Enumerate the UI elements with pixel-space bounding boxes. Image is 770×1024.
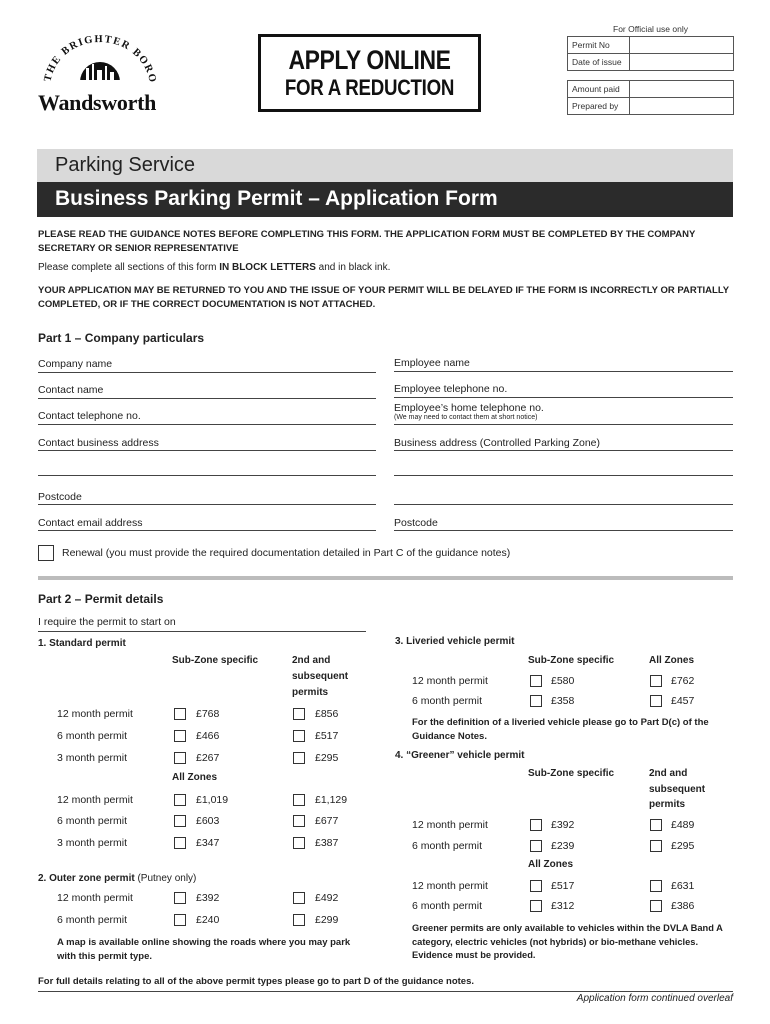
company-name-label: Company name bbox=[38, 358, 113, 370]
outer-6-a-checkbox[interactable] bbox=[174, 914, 186, 926]
official-use-caption: For Official use only bbox=[613, 24, 688, 34]
standard-sub-row-label: 12 month permit bbox=[57, 708, 133, 720]
liveried-12-b-checkbox[interactable] bbox=[650, 675, 662, 687]
greener-2nd-header-l3: permits bbox=[649, 799, 686, 810]
employee-home-telephone-field[interactable] bbox=[565, 409, 733, 423]
greener-note: Greener permits are only available to vehicles within the DVLA Band A category, electric vehicles (not hybrids) or bio-methane vehicles. Evidence must be provided. bbox=[412, 923, 723, 960]
permit-no-field[interactable] bbox=[631, 38, 733, 52]
liveried-row-label: 6 month permit bbox=[412, 695, 483, 707]
standard-sub-6-b-price: £517 bbox=[315, 730, 339, 742]
standard-all-6-a-checkbox[interactable] bbox=[174, 815, 186, 827]
greener-all-6-b-checkbox[interactable] bbox=[650, 900, 662, 912]
company-name-field[interactable] bbox=[120, 357, 376, 371]
outer-6-a-price: £240 bbox=[196, 914, 220, 926]
standard-sub-3-b-price: £295 bbox=[315, 752, 339, 764]
continued-overleaf: Application form continued overleaf bbox=[576, 993, 733, 1004]
service-banner bbox=[37, 149, 733, 182]
employee-name-label: Employee name bbox=[394, 357, 470, 369]
amount-paid-field[interactable] bbox=[631, 82, 733, 96]
logo-name: Wandsworth bbox=[38, 90, 157, 115]
greener-all-row-label: 6 month permit bbox=[412, 900, 483, 912]
standard-sub-6-a-price: £466 bbox=[196, 730, 220, 742]
employee-telephone-field[interactable] bbox=[522, 382, 733, 396]
employee-name-field[interactable] bbox=[480, 356, 733, 370]
standard-sub-12-b-price: £856 bbox=[315, 708, 339, 720]
section-divider bbox=[38, 576, 733, 580]
apply-online-line2: FOR A REDUCTION bbox=[284, 75, 455, 100]
standard-sub-6-a-checkbox[interactable] bbox=[174, 730, 186, 742]
outer-zone-title-rest: (Putney only) bbox=[134, 873, 197, 884]
greener-all-12-a-price: £517 bbox=[551, 880, 575, 892]
standard-all-3-b-price: £387 bbox=[315, 837, 339, 849]
standard-sub-12-b-checkbox[interactable] bbox=[293, 708, 305, 720]
greener-2nd-header-l2: subsequent bbox=[649, 784, 706, 795]
official-box-bottom bbox=[567, 80, 734, 115]
postcode-right-field[interactable] bbox=[446, 516, 733, 530]
liveried-allzones-header: All Zones bbox=[649, 655, 695, 666]
greener-all-6-a-price: £312 bbox=[551, 900, 575, 912]
service-title: Parking Service bbox=[55, 154, 196, 176]
standard-all-6-a-price: £603 bbox=[196, 815, 220, 827]
standard-all-row-label: 6 month permit bbox=[57, 815, 128, 827]
greener-all-row-label: 12 month permit bbox=[412, 880, 488, 892]
greener-sub-6-a-price: £239 bbox=[551, 840, 575, 852]
form-title-banner bbox=[37, 182, 733, 217]
map-note: A map is available online showing the roads where you may park with this permit type. bbox=[57, 937, 351, 962]
standard-sub-3-a-price: £267 bbox=[196, 752, 220, 764]
block-letters-post: and in black ink. bbox=[315, 262, 391, 273]
postcode-left-field[interactable] bbox=[90, 490, 376, 504]
employee-telephone-label: Employee telephone no. bbox=[394, 383, 508, 395]
block-letters-bold: IN BLOCK LETTERS bbox=[219, 262, 316, 273]
apply-online-box[interactable] bbox=[258, 34, 481, 112]
greener-title: 4. “Greener” vehicle permit bbox=[395, 750, 525, 761]
greener-sub-12-b-price: £489 bbox=[671, 819, 695, 831]
outer-6-b-price: £299 bbox=[315, 914, 339, 926]
employee-home-telephone-label: Employee’s home telephone no. bbox=[394, 402, 544, 414]
renewal-checkbox[interactable] bbox=[38, 545, 54, 561]
standard-sub-3-a-checkbox[interactable] bbox=[174, 752, 186, 764]
liveried-12-b-price: £762 bbox=[671, 675, 695, 687]
standard-all-6-b-checkbox[interactable] bbox=[293, 815, 305, 827]
prepared-by-field[interactable] bbox=[631, 99, 733, 113]
standard-sub-6-b-checkbox[interactable] bbox=[293, 730, 305, 742]
standard-sub-12-a-price: £768 bbox=[196, 708, 220, 720]
standard-all-3-b-checkbox[interactable] bbox=[293, 837, 305, 849]
greener-sub-12-b-checkbox[interactable] bbox=[650, 819, 662, 831]
standard-2nd-header-l2: subsequent bbox=[292, 671, 349, 682]
business-address-label: Business address (Controlled Parking Zone) bbox=[394, 437, 601, 449]
standard-all-12-a-price: £1,019 bbox=[196, 794, 229, 806]
delay-warning: YOUR APPLICATION MAY BE RETURNED TO YOU AND THE ISSUE OF YOUR PERMIT WILL BE DELAYED IF THE FORM IS INCORRECTLY OR PARTIALLY COMPLETED, OR IF THE CORRECT DOCUMENTATION IS NOT ATTACHED. bbox=[38, 285, 729, 310]
contact-telephone-field[interactable] bbox=[155, 409, 376, 423]
outer-12-a-checkbox[interactable] bbox=[174, 892, 186, 904]
business-address-line3[interactable] bbox=[394, 490, 733, 504]
outer-12-b-checkbox[interactable] bbox=[293, 892, 305, 904]
amount-paid-label: Amount paid bbox=[568, 81, 630, 97]
standard-sub-12-a-checkbox[interactable] bbox=[174, 708, 186, 720]
renewal-label: Renewal (you must provide the required documentation detailed in Part C of the guidance notes) bbox=[62, 547, 511, 559]
contact-email-field[interactable] bbox=[160, 516, 376, 530]
greener-all-6-b-price: £386 bbox=[671, 900, 695, 912]
greener-sub-12-a-price: £392 bbox=[551, 819, 575, 831]
standard-all-row-label: 3 month permit bbox=[57, 837, 128, 849]
standard-2nd-header-l3: permits bbox=[292, 687, 329, 698]
permit-no-label: Permit No bbox=[568, 37, 630, 53]
outer-12-b-price: £492 bbox=[315, 892, 339, 904]
outer-12-a-price: £392 bbox=[196, 892, 220, 904]
liveried-subzone-header: Sub-Zone specific bbox=[528, 655, 615, 666]
full-details-note: For full details relating to all of the above permit types please go to part D of the guidance notes. bbox=[38, 976, 475, 987]
guidance-instruction: PLEASE READ THE GUIDANCE NOTES BEFORE COMPLETING THIS FORM. THE APPLICATION FORM MUST BE COMPLETED BY THE COMPANY SECRETARY OR SENIOR REPRESENTATIVE bbox=[38, 229, 696, 254]
official-box-top bbox=[567, 36, 734, 71]
standard-all-3-a-price: £347 bbox=[196, 837, 220, 849]
liveried-12-a-price: £580 bbox=[551, 675, 575, 687]
contact-business-address-label: Contact business address bbox=[38, 437, 159, 449]
employee-home-telephone-note: (We may need to contact them at short notice) bbox=[394, 414, 538, 421]
block-letters-instruction bbox=[38, 262, 390, 273]
outer-zone-title bbox=[38, 873, 196, 884]
postcode-left-label: Postcode bbox=[38, 491, 82, 503]
contact-name-field[interactable] bbox=[112, 383, 376, 397]
standard-permit-title: 1. Standard permit bbox=[38, 638, 126, 649]
liveried-row-label: 12 month permit bbox=[412, 675, 488, 687]
greener-all-zones-header: All Zones bbox=[528, 859, 574, 870]
date-of-issue-field[interactable] bbox=[631, 55, 733, 69]
part1-heading: Part 1 – Company particulars bbox=[38, 331, 205, 345]
prepared-by-label: Prepared by bbox=[568, 98, 630, 115]
greener-sub-row-label: 6 month permit bbox=[412, 840, 483, 852]
apply-online-line1: APPLY ONLINE bbox=[288, 45, 451, 75]
start-on-label: I require the permit to start on bbox=[38, 616, 176, 628]
greener-all-6-a-checkbox[interactable] bbox=[530, 900, 542, 912]
contact-business-address-line2[interactable] bbox=[38, 461, 376, 475]
outer-6-b-checkbox[interactable] bbox=[293, 914, 305, 926]
wandsworth-logo bbox=[30, 30, 170, 120]
greener-subzone-header: Sub-Zone specific bbox=[528, 768, 615, 779]
outer-row-label: 6 month permit bbox=[57, 914, 128, 926]
standard-all-6-b-price: £677 bbox=[315, 815, 339, 827]
standard-all-12-b-price: £1,129 bbox=[315, 794, 348, 806]
date-of-issue-label: Date of issue bbox=[568, 54, 630, 71]
greener-sub-row-label: 12 month permit bbox=[412, 819, 488, 831]
contact-email-label: Contact email address bbox=[38, 517, 143, 529]
form-title: Business Parking Permit – Application Form bbox=[55, 187, 498, 210]
greener-2nd-header-l1: 2nd and bbox=[649, 768, 688, 779]
greener-all-12-b-price: £631 bbox=[671, 880, 695, 892]
block-letters-pre: Please complete all sections of this form bbox=[38, 262, 220, 273]
standard-sub-row-label: 3 month permit bbox=[57, 752, 128, 764]
business-address-line2[interactable] bbox=[394, 461, 733, 475]
outer-row-label: 12 month permit bbox=[57, 892, 133, 904]
standard-all-zones-header: All Zones bbox=[172, 772, 218, 783]
liveried-note: For the definition of a liveried vehicle please go to Part D(c) of the Guidance Notes. bbox=[412, 717, 709, 742]
greener-sub-6-a-checkbox[interactable] bbox=[530, 840, 542, 852]
greener-sub-6-b-price: £295 bbox=[671, 840, 695, 852]
part2-heading: Part 2 – Permit details bbox=[38, 592, 164, 606]
standard-all-row-label: 12 month permit bbox=[57, 794, 133, 806]
standard-sub-row-label: 6 month permit bbox=[57, 730, 128, 742]
business-address-field[interactable] bbox=[622, 436, 733, 450]
standard-subzone-header: Sub-Zone specific bbox=[172, 655, 259, 666]
standard-2nd-header-l1: 2nd and bbox=[292, 655, 331, 666]
logo-arc-text: THE BRIGHTER BORO bbox=[42, 33, 158, 85]
standard-sub-3-b-checkbox[interactable] bbox=[293, 752, 305, 764]
liveried-6-a-checkbox[interactable] bbox=[530, 695, 542, 707]
contact-telephone-label: Contact telephone no. bbox=[38, 410, 141, 422]
liveried-title: 3. Liveried vehicle permit bbox=[395, 636, 515, 647]
liveried-12-a-checkbox[interactable] bbox=[530, 675, 542, 687]
standard-all-3-a-checkbox[interactable] bbox=[174, 837, 186, 849]
greener-sub-6-b-checkbox[interactable] bbox=[650, 840, 662, 852]
contact-name-label: Contact name bbox=[38, 384, 104, 396]
start-date-field[interactable] bbox=[200, 615, 366, 629]
contact-business-address-field[interactable] bbox=[175, 436, 376, 450]
outer-zone-title-bold: 2. Outer zone permit bbox=[38, 873, 135, 884]
liveried-6-b-checkbox[interactable] bbox=[650, 695, 662, 707]
greener-all-12-a-checkbox[interactable] bbox=[530, 880, 542, 892]
liveried-6-a-price: £358 bbox=[551, 695, 575, 707]
greener-all-12-b-checkbox[interactable] bbox=[650, 880, 662, 892]
liveried-6-b-price: £457 bbox=[671, 695, 695, 707]
greener-sub-12-a-checkbox[interactable] bbox=[530, 819, 542, 831]
standard-all-12-b-checkbox[interactable] bbox=[293, 794, 305, 806]
standard-all-12-a-checkbox[interactable] bbox=[174, 794, 186, 806]
borough-skyline-icon bbox=[30, 30, 170, 92]
postcode-right-label: Postcode bbox=[394, 517, 438, 529]
